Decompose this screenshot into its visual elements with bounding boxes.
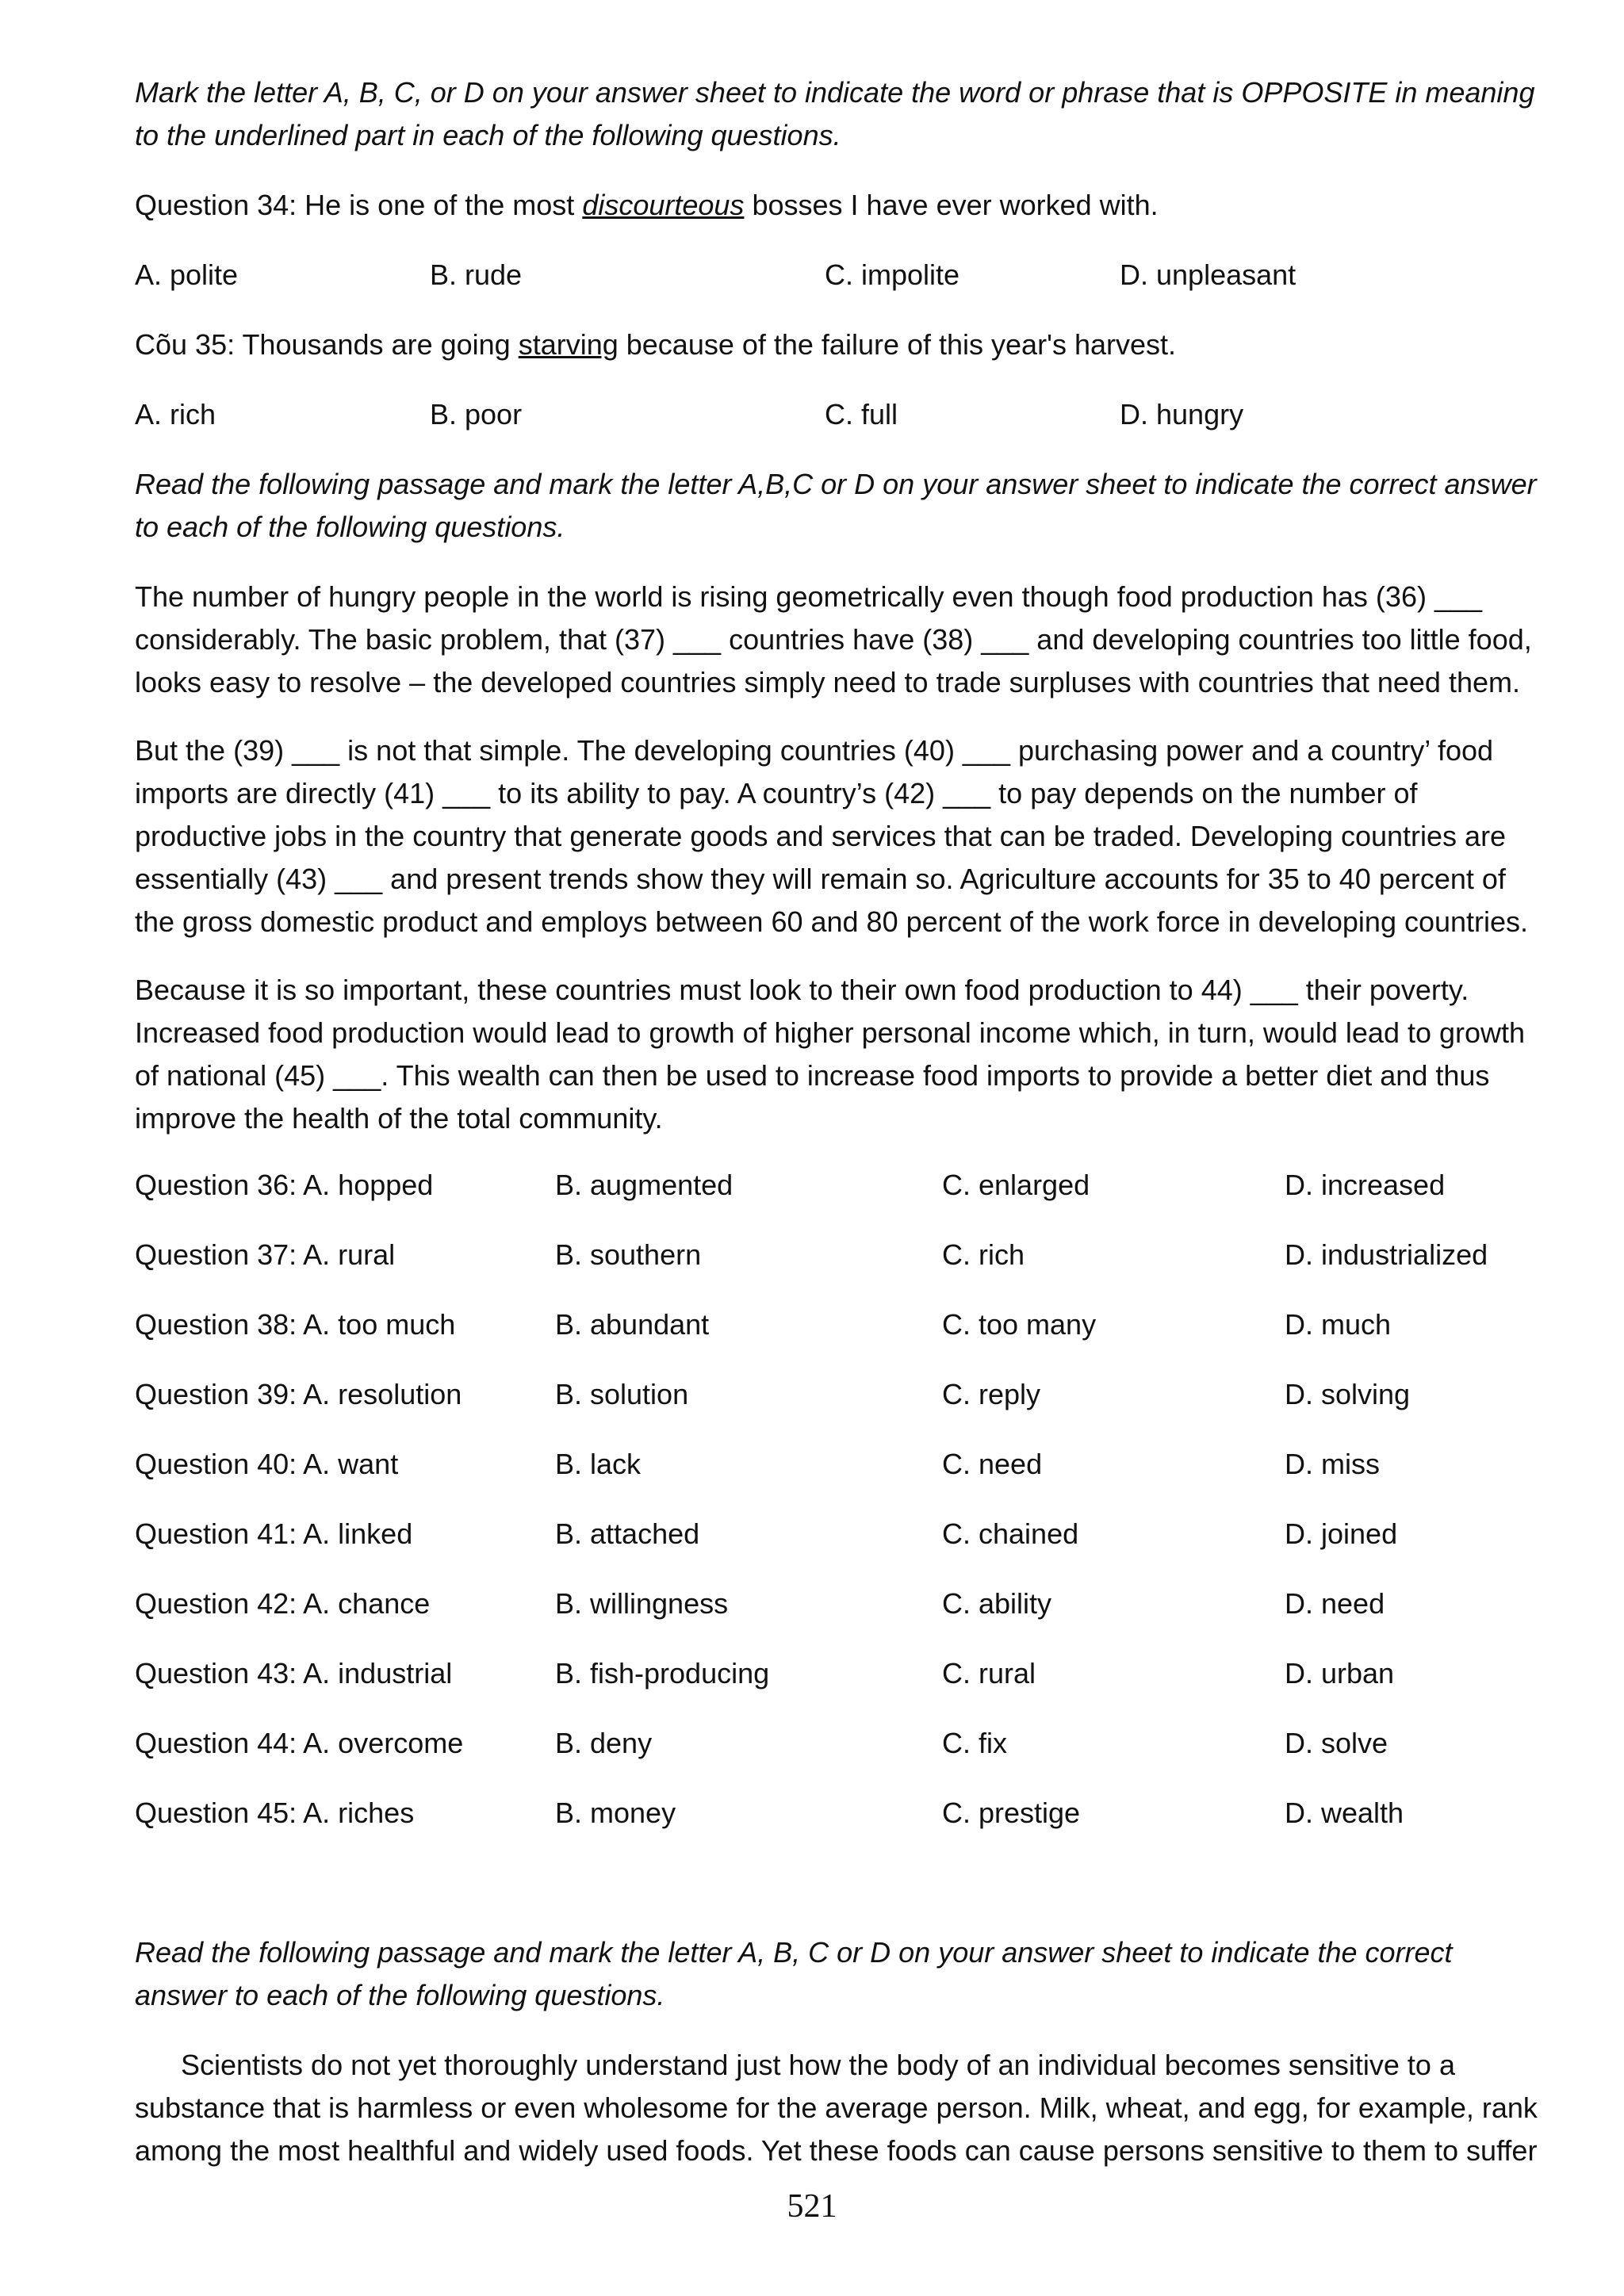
q35-underlined-word: starving [518,328,619,361]
q38-option-a[interactable]: Question 38: A. too much [135,1308,456,1341]
q36-option-d[interactable]: D. increased [1285,1169,1446,1201]
q45-option-b[interactable]: B. money [555,1797,676,1829]
q34-option-d[interactable]: D. unpleasant [1120,258,1297,291]
q44-option-a[interactable]: Question 44: A. overcome [135,1727,464,1759]
question-34-stem [135,184,1538,227]
q38-option-c[interactable]: C. too many [942,1308,1097,1341]
q40-option-a[interactable]: Question 40: A. want [135,1448,399,1480]
q40-option-b[interactable]: B. lack [555,1448,642,1480]
q34-underlined-word: discourteous [582,189,745,221]
q34-option-a[interactable]: A. polite [135,258,239,291]
instruction-passage-1: Read the following passage and mark the letter A,B,C or D on your answer sheet to indicate the correct answer to each of the following questions. [135,468,1537,543]
q41-option-c[interactable]: C. chained [942,1517,1079,1550]
q35-option-c[interactable]: C. full [825,398,898,430]
q34-pre: Question 34: He is one of the most [135,189,583,221]
question-row [0,1373,1624,1416]
q45-option-d[interactable]: D. wealth [1285,1797,1404,1829]
q43-option-c[interactable]: C. rural [942,1657,1036,1689]
question-row [0,1722,1624,1765]
q41-option-a[interactable]: Question 41: A. linked [135,1517,413,1550]
q42-option-c[interactable]: C. ability [942,1587,1052,1620]
q43-option-b[interactable]: B. fish-producing [555,1657,770,1689]
q34-options [0,254,1624,297]
q38-option-d[interactable]: D. much [1285,1308,1392,1341]
q45-option-a[interactable]: Question 45: A. riches [135,1797,415,1829]
q37-option-a[interactable]: Question 37: A. rural [135,1238,396,1271]
question-row [0,1792,1624,1835]
q43-option-d[interactable]: D. urban [1285,1657,1395,1689]
q36-option-b[interactable]: B. augmented [555,1169,733,1201]
q44-option-d[interactable]: D. solve [1285,1727,1388,1759]
instruction-passage-2: Read the following passage and mark the letter A, B, C or D on your answer sheet to indicate the correct answer to each of the following questions. [135,1936,1453,2011]
q35-option-d[interactable]: D. hungry [1120,398,1244,430]
question-row [0,1303,1624,1346]
question-row [0,1582,1624,1625]
q36-option-a[interactable]: Question 36: A. hopped [135,1169,434,1201]
passage-1-paragraph-1: The number of hungry people in the world is rising geometrically even though food production has (36) ___ considerably. The basic problem, that (37) ___ countries have (38) ___ and developing countries too little food, looks easy to resolve – the developed countries simply need to trade surpluses with countries that need them. [135,580,1532,698]
q35-option-a[interactable]: A. rich [135,398,216,430]
q41-option-d[interactable]: D. joined [1285,1517,1398,1550]
q40-option-c[interactable]: C. need [942,1448,1043,1480]
question-row [0,1513,1624,1556]
question-35-stem [135,323,1538,366]
q37-option-c[interactable]: C. rich [942,1238,1025,1271]
q40-option-d[interactable]: D. miss [1285,1448,1380,1480]
passage-2-paragraph-1: Scientists do not yet thoroughly understand just how the body of an individual becomes sensitive to a substance that is harmless or even wholesome for the average person. Milk, wheat, and egg, for example, rank among the most healthful and widely used foods. Yet these foods can cause persons sensitive to them to suffer [135,2049,1538,2167]
q43-option-a[interactable]: Question 43: A. industrial [135,1657,453,1689]
q39-option-a[interactable]: Question 39: A. resolution [135,1378,462,1410]
q35-options [0,393,1624,436]
question-row [0,1164,1624,1207]
q45-option-c[interactable]: C. prestige [942,1797,1081,1829]
passage-1-paragraph-2: But the (39) ___ is not that simple. The developing countries (40) ___ purchasing power and a country’ food imports are directly (41) ___ to its ability to pay. A country’s (42) ___ to pay depends on the number of productive jobs in the country that generate goods and services that can be traded. Developing countries are essentially (43) ___ and present trends show they will remain so. Agriculture accounts for 35 to 40 percent of the gross domestic product and employs between 60 and 80 percent of the work force in developing countries. [135,734,1529,938]
q35-pre: Cõu 35: Thousands are going [135,328,519,361]
instruction-opposite: Mark the letter A, B, C, or D on your answer sheet to indicate the word or phrase that is OPPOSITE in meaning to the underlined part in each of the following questions. [135,76,1535,151]
q44-option-c[interactable]: C. fix [942,1727,1008,1759]
q44-option-b[interactable]: B. deny [555,1727,653,1759]
q35-post: because of the failure of this year's harvest. [618,328,1176,361]
q39-option-b[interactable]: B. solution [555,1378,689,1410]
q35-option-b[interactable]: B. poor [430,398,523,430]
q42-option-a[interactable]: Question 42: A. chance [135,1587,431,1620]
q39-option-d[interactable]: D. solving [1285,1378,1411,1410]
q37-option-d[interactable]: D. industrialized [1285,1238,1488,1271]
q42-option-b[interactable]: B. willingness [555,1587,729,1620]
q38-option-b[interactable]: B. abundant [555,1308,710,1341]
q34-option-b[interactable]: B. rude [430,258,523,291]
q34-option-c[interactable]: C. impolite [825,258,960,291]
question-row [0,1234,1624,1276]
q37-option-b[interactable]: B. southern [555,1238,702,1271]
page-number: 521 [787,2188,837,2225]
q34-post: bosses I have ever worked with. [744,189,1159,221]
q36-option-c[interactable]: C. enlarged [942,1169,1090,1201]
q42-option-d[interactable]: D. need [1285,1587,1385,1620]
q41-option-b[interactable]: B. attached [555,1517,700,1550]
question-row [0,1652,1624,1695]
passage-1-paragraph-3: Because it is so important, these countries must look to their own food production to 44) ___ their poverty. Increased food production would lead to growth of higher personal income which, in turn, would lead to growth of national (45) ___. This wealth can then be used to increase food imports to provide a better diet and thus improve the health of the total community. [135,974,1526,1135]
question-row [0,1443,1624,1486]
q39-option-c[interactable]: C. reply [942,1378,1041,1410]
